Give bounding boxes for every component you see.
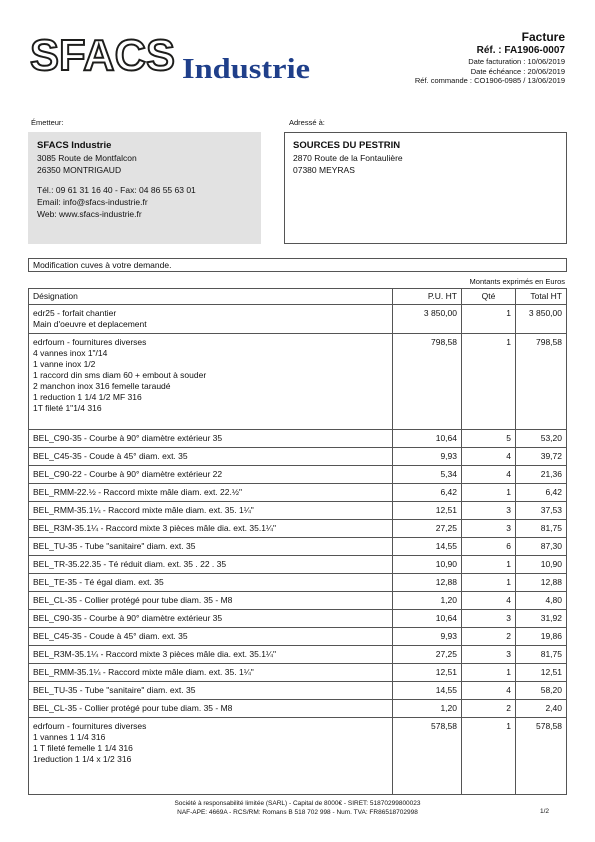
- invoice-date: Date facturation : 10/06/2019: [468, 57, 565, 66]
- cell-quantity: 6: [462, 538, 516, 556]
- page-number: 1/2: [539, 808, 549, 815]
- cell-total: 2,40: [516, 700, 567, 718]
- invoice-reference: Réf. : FA1906-0007: [476, 45, 565, 56]
- cell-total: 12,88: [516, 574, 567, 592]
- designation-line: 1 vanne inox 1/2: [33, 359, 96, 369]
- cell-designation: [29, 556, 393, 574]
- footer-line-2: NAF-APE: 4669A - RCS/RM: Romans B 518 702 998 - Num. TVA: FR86518702998: [177, 809, 418, 816]
- header-designation: Désignation: [29, 289, 393, 305]
- cell-designation: [29, 466, 393, 484]
- cell-unit-price: 6,42: [393, 484, 462, 502]
- invoice-header: [415, 30, 565, 86]
- cell-designation: [29, 520, 393, 538]
- designation-line: BEL_TU-35 - Tube "sanitaire" diam. ext. 35: [33, 685, 196, 695]
- emitter-address-2: 26350 MONTRIGAUD: [37, 165, 122, 175]
- header-quantity: Qté: [462, 289, 516, 305]
- header-total: Total HT: [516, 289, 567, 305]
- cell-designation: [29, 430, 393, 448]
- cell-unit-price: 5,34: [393, 466, 462, 484]
- cell-quantity: 1: [462, 556, 516, 574]
- table-row: [29, 592, 567, 610]
- table-row: [29, 430, 567, 448]
- logo-word: Industrie: [182, 54, 310, 85]
- cell-total: 53,20: [516, 430, 567, 448]
- designation-line: 1 raccord din sms diam 60 + embout à souder: [33, 370, 207, 380]
- cell-total: 10,90: [516, 556, 567, 574]
- designation-line: BEL_R3M-35.1¼ - Raccord mixte 3 pièces mâle dia. ext. 35.1¼": [33, 523, 277, 533]
- cell-unit-price: 12,51: [393, 664, 462, 682]
- table-row: [29, 664, 567, 682]
- designation-line: BEL_RMM-35.1¼ - Raccord mixte mâle diam. ext. 35. 1¼": [33, 505, 254, 515]
- recipient-block: [284, 132, 567, 244]
- table-row: [29, 520, 567, 538]
- cell-unit-price: 14,55: [393, 538, 462, 556]
- table-row: [29, 628, 567, 646]
- table-row: [29, 610, 567, 628]
- cell-total: 58,20: [516, 682, 567, 700]
- cell-total: 3 850,00: [516, 305, 567, 334]
- designation-line: BEL_TE-35 - Té égal diam. ext. 35: [33, 577, 164, 587]
- company-logo: [30, 30, 320, 90]
- designation-line: 1 T fileté femelle 1 1/4 316: [33, 743, 133, 753]
- cell-unit-price: 1,20: [393, 592, 462, 610]
- table-row: [29, 448, 567, 466]
- designation-line: BEL_CL-35 - Collier protégé pour tube diam. 35 - M8: [33, 703, 233, 713]
- designation-line: 1reduction 1 1/4 x 1/2 316: [33, 754, 132, 764]
- cell-designation: [29, 592, 393, 610]
- cell-total: 6,42: [516, 484, 567, 502]
- recipient-name: SOURCES DU PESTRIN: [293, 140, 401, 151]
- footer-line-1: Société à responsabilité limitée (SARL) - Capital de 8000€ - SIRET: 51870299800023: [174, 800, 421, 807]
- cell-unit-price: 9,93: [393, 448, 462, 466]
- cell-designation: [29, 484, 393, 502]
- table-row: [29, 538, 567, 556]
- cell-designation: [29, 610, 393, 628]
- cell-unit-price: 12,51: [393, 502, 462, 520]
- cell-total: 21,36: [516, 466, 567, 484]
- cell-designation: [29, 334, 393, 430]
- recipient-address-1: 2870 Route de la Fontaulière: [293, 153, 403, 163]
- cell-designation: [29, 502, 393, 520]
- designation-line: BEL_TR-35.22.35 - Té réduit diam. ext. 35 . 22 . 35: [33, 559, 227, 569]
- cell-designation: [29, 718, 393, 795]
- cell-designation: [29, 646, 393, 664]
- emitter-label: Émetteur:: [31, 118, 64, 127]
- emitter-web: Web: www.sfacs-industrie.fr: [37, 209, 142, 219]
- invoice-lines-table: [28, 288, 567, 795]
- cell-designation: [29, 448, 393, 466]
- cell-designation: [29, 664, 393, 682]
- table-row: [29, 556, 567, 574]
- cell-quantity: 1: [462, 718, 516, 795]
- designation-line: edrfourn - fournitures diverses: [33, 721, 147, 731]
- cell-unit-price: 9,93: [393, 628, 462, 646]
- cell-unit-price: 10,90: [393, 556, 462, 574]
- due-date: Date échéance : 20/06/2019: [470, 66, 565, 76]
- cell-total: 81,75: [516, 520, 567, 538]
- cell-total: 87,30: [516, 538, 567, 556]
- emitter-email: Email: info@sfacs-industrie.fr: [37, 197, 148, 207]
- cell-quantity: 4: [462, 448, 516, 466]
- emitter-block: [28, 132, 261, 244]
- cell-unit-price: 578,58: [393, 718, 462, 795]
- designation-line: 1 vannes 1 1/4 316: [33, 732, 106, 742]
- cell-unit-price: 14,55: [393, 682, 462, 700]
- cell-total: 798,58: [516, 334, 567, 430]
- table-row: [29, 305, 567, 334]
- cell-quantity: 1: [462, 334, 516, 430]
- cell-total: 39,72: [516, 448, 567, 466]
- cell-unit-price: 798,58: [393, 334, 462, 430]
- cell-quantity: 5: [462, 430, 516, 448]
- cell-unit-price: 10,64: [393, 430, 462, 448]
- header-unit-price: P.U. HT: [393, 289, 462, 305]
- table-row: [29, 334, 567, 430]
- table-row: [29, 718, 567, 795]
- designation-line: Main d'oeuvre et deplacement: [33, 319, 147, 329]
- cell-quantity: 3: [462, 520, 516, 538]
- recipient-label: Adressé à:: [289, 118, 325, 127]
- cell-total: 578,58: [516, 718, 567, 795]
- cell-quantity: 2: [462, 628, 516, 646]
- emitter-name: SFACS Industrie: [37, 140, 112, 151]
- designation-line: BEL_RMM-35.1¼ - Raccord mixte mâle diam. ext. 35. 1¼": [33, 667, 254, 677]
- cell-total: 37,53: [516, 502, 567, 520]
- cell-designation: [29, 682, 393, 700]
- cell-unit-price: 27,25: [393, 520, 462, 538]
- cell-unit-price: 12,88: [393, 574, 462, 592]
- designation-line: BEL_C90-35 - Courbe à 90° diamètre extérieur 35: [33, 613, 223, 623]
- designation-line: BEL_C90-35 - Courbe à 90° diamètre extérieur 35: [33, 433, 223, 443]
- cell-unit-price: 3 850,00: [393, 305, 462, 334]
- cell-unit-price: 1,20: [393, 700, 462, 718]
- cell-total: 4,80: [516, 592, 567, 610]
- table-row: [29, 574, 567, 592]
- table-row: [29, 682, 567, 700]
- invoice-note: Modification cuves à votre demande.: [28, 258, 567, 272]
- cell-quantity: 1: [462, 574, 516, 592]
- table-row: [29, 484, 567, 502]
- cell-quantity: 4: [462, 592, 516, 610]
- cell-designation: [29, 574, 393, 592]
- table-row: [29, 700, 567, 718]
- table-row: [29, 502, 567, 520]
- designation-line: BEL_C90-22 - Courbe à 90° diamètre extérieur 22: [33, 469, 223, 479]
- cell-designation: [29, 628, 393, 646]
- cell-unit-price: 10,64: [393, 610, 462, 628]
- table-header-row: [29, 289, 567, 305]
- cell-designation: [29, 305, 393, 334]
- cell-unit-price: 27,25: [393, 646, 462, 664]
- designation-line: edr25 - forfait chantier: [33, 308, 117, 318]
- cell-quantity: 1: [462, 664, 516, 682]
- designation-line: edrfourn - fournitures diverses: [33, 337, 147, 347]
- designation-line: BEL_C45-35 - Coude à 45° diam. ext. 35: [33, 631, 188, 641]
- order-reference: Réf. commande : CO1906-0985 / 13/06/2019: [414, 76, 565, 85]
- logo-mark: SFACS: [30, 31, 175, 80]
- designation-line: BEL_RMM-22.½ - Raccord mixte mâle diam. ext. 22.½": [33, 487, 242, 497]
- cell-total: 12,51: [516, 664, 567, 682]
- designation-line: BEL_CL-35 - Collier protégé pour tube diam. 35 - M8: [33, 595, 233, 605]
- document-title: Facture: [521, 30, 565, 44]
- cell-total: 19,86: [516, 628, 567, 646]
- currency-note: Montants exprimés en Euros: [469, 277, 565, 286]
- cell-quantity: 3: [462, 610, 516, 628]
- designation-line: BEL_C45-35 - Coude à 45° diam. ext. 35: [33, 451, 188, 461]
- cell-quantity: 4: [462, 466, 516, 484]
- legal-footer: [0, 799, 595, 817]
- designation-line: 1 reduction 1 1/4 1/2 MF 316: [33, 392, 142, 402]
- table-row: [29, 646, 567, 664]
- cell-total: 31,92: [516, 610, 567, 628]
- cell-quantity: 4: [462, 682, 516, 700]
- cell-total: 81,75: [516, 646, 567, 664]
- cell-quantity: 3: [462, 646, 516, 664]
- table-row: [29, 466, 567, 484]
- cell-quantity: 1: [462, 484, 516, 502]
- cell-designation: [29, 538, 393, 556]
- designation-line: BEL_R3M-35.1¼ - Raccord mixte 3 pièces mâle dia. ext. 35.1¼": [33, 649, 277, 659]
- cell-quantity: 2: [462, 700, 516, 718]
- emitter-address-1: 3085 Route de Montfalcon: [37, 153, 137, 163]
- emitter-phone: Tél.: 09 61 31 16 40 - Fax: 04 86 55 63 01: [37, 185, 196, 195]
- designation-line: 2 manchon inox 316 femelle taraudé: [33, 381, 171, 391]
- recipient-address-2: 07380 MEYRAS: [293, 165, 355, 175]
- designation-line: 4 vannes inox 1"/14: [33, 348, 108, 358]
- cell-quantity: 1: [462, 305, 516, 334]
- designation-line: 1T fileté 1"1/4 316: [33, 403, 102, 413]
- cell-quantity: 3: [462, 502, 516, 520]
- designation-line: BEL_TU-35 - Tube "sanitaire" diam. ext. 35: [33, 541, 196, 551]
- cell-designation: [29, 700, 393, 718]
